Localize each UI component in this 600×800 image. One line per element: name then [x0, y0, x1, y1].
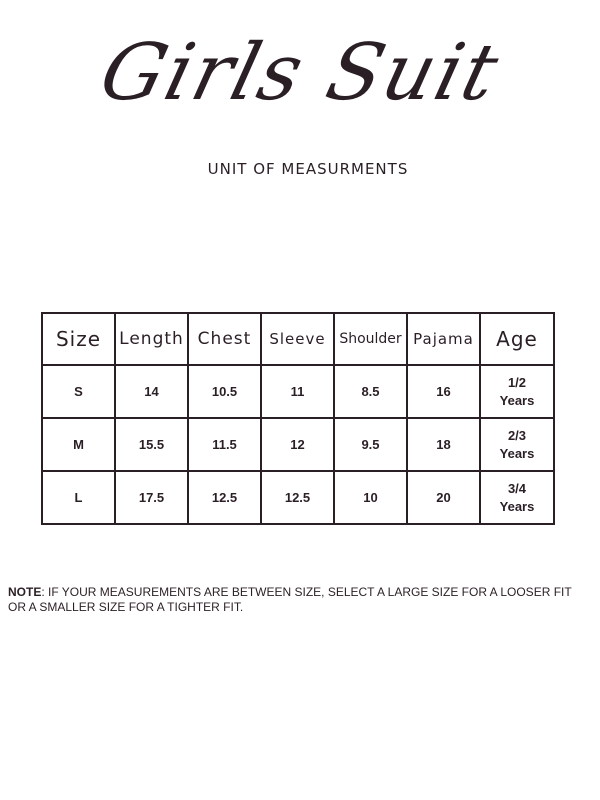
table-row — [42, 471, 554, 524]
cell-age — [480, 418, 554, 471]
cell-shoulder: 9.5 — [334, 418, 407, 471]
header-size: Size — [42, 313, 115, 365]
cell-sleeve: 12 — [261, 418, 334, 471]
cell-shoulder: 8.5 — [334, 365, 407, 418]
cell-sleeve: 12.5 — [261, 471, 334, 524]
age-unit: Years — [499, 392, 535, 408]
header-shoulder: Shoulder — [334, 313, 407, 365]
cell-age — [480, 365, 554, 418]
page-subtitle: UNIT OF MEASURMENTS — [207, 160, 409, 178]
age-unit: Years — [499, 498, 535, 514]
cell-length: 17.5 — [115, 471, 188, 524]
cell-age — [480, 471, 554, 524]
cell-sleeve: 11 — [261, 365, 334, 418]
age-unit: Years — [499, 445, 535, 461]
header-sleeve: Sleeve — [261, 313, 334, 365]
cell-size: M — [42, 418, 115, 471]
page-title: Girls Suit — [91, 28, 509, 118]
note-text: : IF YOUR MEASUREMENTS ARE BETWEEN SIZE, SELECT A LARGE SIZE FOR A LOOSER FIT OR A SMALLER SIZE FOR A TIGHTER FIT. — [8, 585, 572, 614]
sizing-note — [8, 585, 588, 615]
age-fraction: 1/2 — [507, 374, 527, 390]
cell-chest: 12.5 — [188, 471, 261, 524]
header-pajama: Pajama — [407, 313, 480, 365]
cell-size: L — [42, 471, 115, 524]
cell-chest: 11.5 — [188, 418, 261, 471]
table-header-row — [42, 313, 554, 365]
cell-chest: 10.5 — [188, 365, 261, 418]
header-length: Length — [115, 313, 188, 365]
size-chart-table — [41, 312, 555, 525]
cell-size: S — [42, 365, 115, 418]
note-label: NOTE — [8, 585, 42, 599]
cell-length: 15.5 — [115, 418, 188, 471]
cell-pajama: 18 — [407, 418, 480, 471]
header-chest: Chest — [188, 313, 261, 365]
cell-length: 14 — [115, 365, 188, 418]
table-row — [42, 365, 554, 418]
cell-pajama: 20 — [407, 471, 480, 524]
cell-pajama: 16 — [407, 365, 480, 418]
table-row — [42, 418, 554, 471]
age-fraction: 3/4 — [507, 480, 527, 496]
age-fraction: 2/3 — [507, 427, 527, 443]
header-age: Age — [480, 313, 554, 365]
cell-shoulder: 10 — [334, 471, 407, 524]
